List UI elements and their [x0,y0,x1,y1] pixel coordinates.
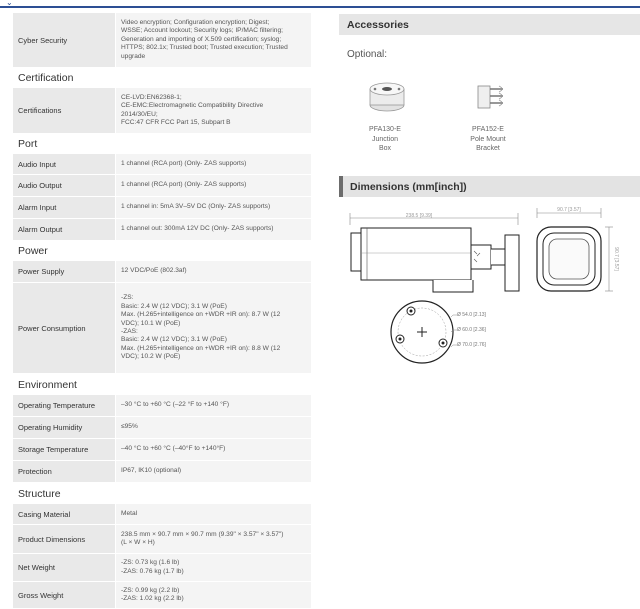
spec-row-certifications [13,88,311,134]
spec-row-power-consumption [13,283,311,374]
spec-row-casing-material [13,504,311,525]
dimensions-header: Dimensions (mm[inch]) [343,176,640,197]
spec-label: Product Dimensions [13,525,115,553]
spec-label: Audio Output [13,175,115,196]
spec-label: Operating Humidity [13,417,115,438]
camera-front-view [537,208,613,291]
mounting-base-view [391,301,457,363]
height-dimension-label: 90.7 [3.57] [613,247,619,271]
section-title-certification: Certification [18,72,74,84]
camera-side-view [350,213,519,292]
spec-label: Casing Material [13,504,115,524]
hole-label-1: Ø 54.0 [2.13] [457,312,486,318]
accessory-pfa130e: PFA130-E Junction Box [369,126,401,152]
spec-value: 12 VDC/PoE (802.3af) [115,261,311,282]
spec-value: -ZS: Basic: 2.4 W (12 VDC); 3.1 W (PoE) Max. (H.265+intelligence on +WDR +IR on): 8.7 W (12 VDC); 10.1 W (PoE) -ZAS: Basic: 2.4 W (12 VDC); 3.1 W (PoE) Max. (H.265+intelligence on +WDR +IR on): 8.8 W (12 VDC); 10.2 W (PoE) [115,283,311,373]
spec-value: Metal [115,504,311,524]
spec-label: Operating Temperature [13,395,115,416]
spec-value: –40 °C to +60 °C (–40°F to +140°F) [115,439,311,460]
spec-value: 1 channel (RCA port) (Only- ZAS supports) [115,154,311,174]
length-dimension-label: 238.5 [9.39] [405,213,433,219]
spec-label: Alarm Output [13,219,115,240]
spec-label: Audio Input [13,154,115,174]
spec-label: Certifications [13,88,115,133]
spec-row-product-dimensions [13,525,311,554]
spec-label: Power Consumption [13,283,115,373]
hole-label-3: Ø 70.0 [2.76] [457,342,486,348]
spec-label: Cyber Security [13,13,115,67]
spec-row-alarm-input [13,197,311,219]
section-title-structure: Structure [18,487,61,500]
spec-value: 1 channel out: 300mA 12V DC (Only- ZAS supports) [115,219,311,240]
spec-label: Gross Weight [13,582,115,608]
section-title-power: Power [18,245,48,257]
pole-mount-bracket-icon [473,80,509,114]
spec-value: IP67, IK10 (optional) [115,461,311,482]
spec-row-operating-temperature [13,395,311,417]
spec-row-gross-weight [13,582,311,609]
spec-value: Video encryption; Configuration encryption; Digest; WSSE; Account lockout; Security logs; IP/MAC filtering; Generation and importing of X.509 certification; syslog; HTTPS; 802.1x; Trusted boot; Trusted execution; Trusted upgrade [115,13,311,67]
spec-label: Protection [13,461,115,482]
spec-value: 1 channel in: 5mA 3V–5V DC (Only- ZAS supports) [115,197,311,218]
accessories-header: Accessories [339,14,640,35]
spec-value: CE-LVD:EN62368-1; CE-EMC:Electromagnetic Compatibility Directive 2014/30/EU; FCC:47 CFR FCC Part 15, Subpart B [115,88,311,133]
spec-row-power-supply [13,261,311,283]
accessory-pfa152e: PFA152-E Pole Mount Bracket [470,126,506,152]
spec-row-audio-output [13,175,311,197]
spec-value: -ZS: 0.99 kg (2.2 lb) -ZAS: 1.02 kg (2.2 lb) [115,582,311,608]
spec-row-net-weight [13,554,311,582]
spec-value: –30 °C to +60 °C (–22 °F to +140 °F) [115,395,311,416]
spec-row-operating-humidity [13,417,311,439]
spec-value: ≤95% [115,417,311,438]
spec-row-protection [13,461,311,483]
dimension-drawing [343,205,640,365]
spec-row-cyber-security [13,13,311,68]
section-title-environment: Environment [18,378,77,391]
spec-value: 1 channel (RCA port) (Only- ZAS supports) [115,175,311,196]
hole-label-2: Ø 60.0 [2.36] [457,327,486,333]
width-dimension-label: 90.7 [3.57] [557,207,581,213]
spec-row-alarm-output [13,219,311,241]
spec-row-storage-temperature [13,439,311,461]
spec-row-audio-input [13,154,311,175]
spec-label: Storage Temperature [13,439,115,460]
top-rule [0,0,640,8]
junction-box-icon [364,77,410,113]
spec-label: Power Supply [13,261,115,282]
spec-label: Net Weight [13,554,115,581]
spec-table [13,13,311,609]
accessories-optional-label: Optional: [347,49,388,60]
spec-value: 238.5 mm × 90.7 mm × 90.7 mm (9.39" × 3.57" × 3.57") (L × W × H) [115,525,311,553]
section-title-port: Port [18,138,38,150]
spec-label: Alarm Input [13,197,115,218]
spec-value: -ZS: 0.73 kg (1.6 lb) -ZAS: 0.76 kg (1.7 lb) [115,554,311,581]
corner-mark-icon: ⌄ [6,0,13,7]
